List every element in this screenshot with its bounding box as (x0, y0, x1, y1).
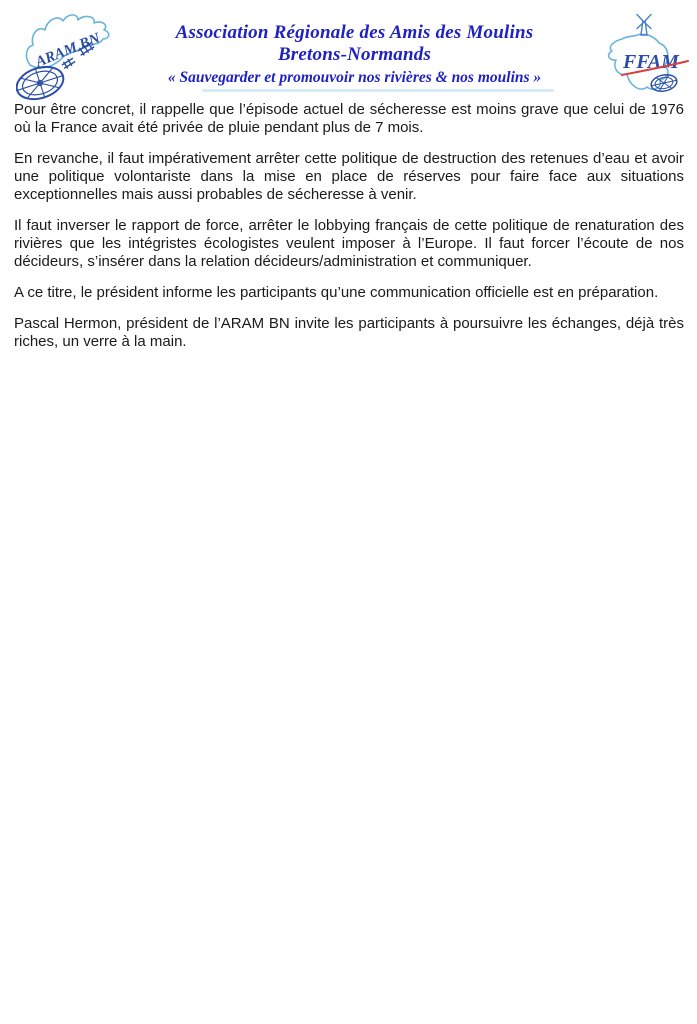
paragraph-closing-toast: Pascal Hermon, président de l’ARAM BN invite les participants à poursuivre les échanges, déjà très riches, un verre à la main. (14, 315, 684, 350)
association-title-line2: Bretons-Normands (277, 44, 432, 65)
paragraph-drought-1976: Pour être concret, il rappelle que l’épisode actuel de sécheresse est moins grave que celui de 1976 où la France avait été privée de pluie pendant plus de 7 mois. (14, 101, 684, 136)
association-title-line1: Association Régionale des Amis des Moulins (175, 22, 534, 43)
paragraph-water-reserves: En revanche, il faut impérativement arrêter cette politique de destruction des retenues d’eau et avoir une politique volontariste dans la mise en place de réserves pour faire face aux situations exceptionnelles mais aussi probables de sécheresse à venir. (14, 150, 684, 203)
association-motto: « Sauvegarder et promouvoir nos rivières & nos moulins » (167, 69, 542, 86)
paragraph-lobbying: Il faut inverser le rapport de force, arrêter le lobbying français de cette politique de renaturation des rivières que les intégristes écologistes veulent imposer à l’Europe. Il faut forcer l’écoute de nos décideurs, s’insérer dans la relation décideurs/administration et communiquer. (14, 217, 684, 270)
aram-bn-logo-label: ARAM BN (33, 30, 103, 71)
paragraph-official-communication: A ce titre, le président informe les participants qu’une communication officielle est en préparation. (14, 284, 659, 301)
ffam-logo-label: FFAM (623, 51, 679, 73)
aram-bn-logo (16, 5, 118, 105)
ffam-water-wheel-icon (650, 72, 679, 93)
motto-underline-artifact (202, 89, 554, 92)
document-body (14, 101, 684, 364)
document-header (0, 0, 697, 100)
document-title-block (120, 22, 589, 87)
windmill-icon (637, 15, 651, 36)
ffam-logo (598, 12, 690, 104)
